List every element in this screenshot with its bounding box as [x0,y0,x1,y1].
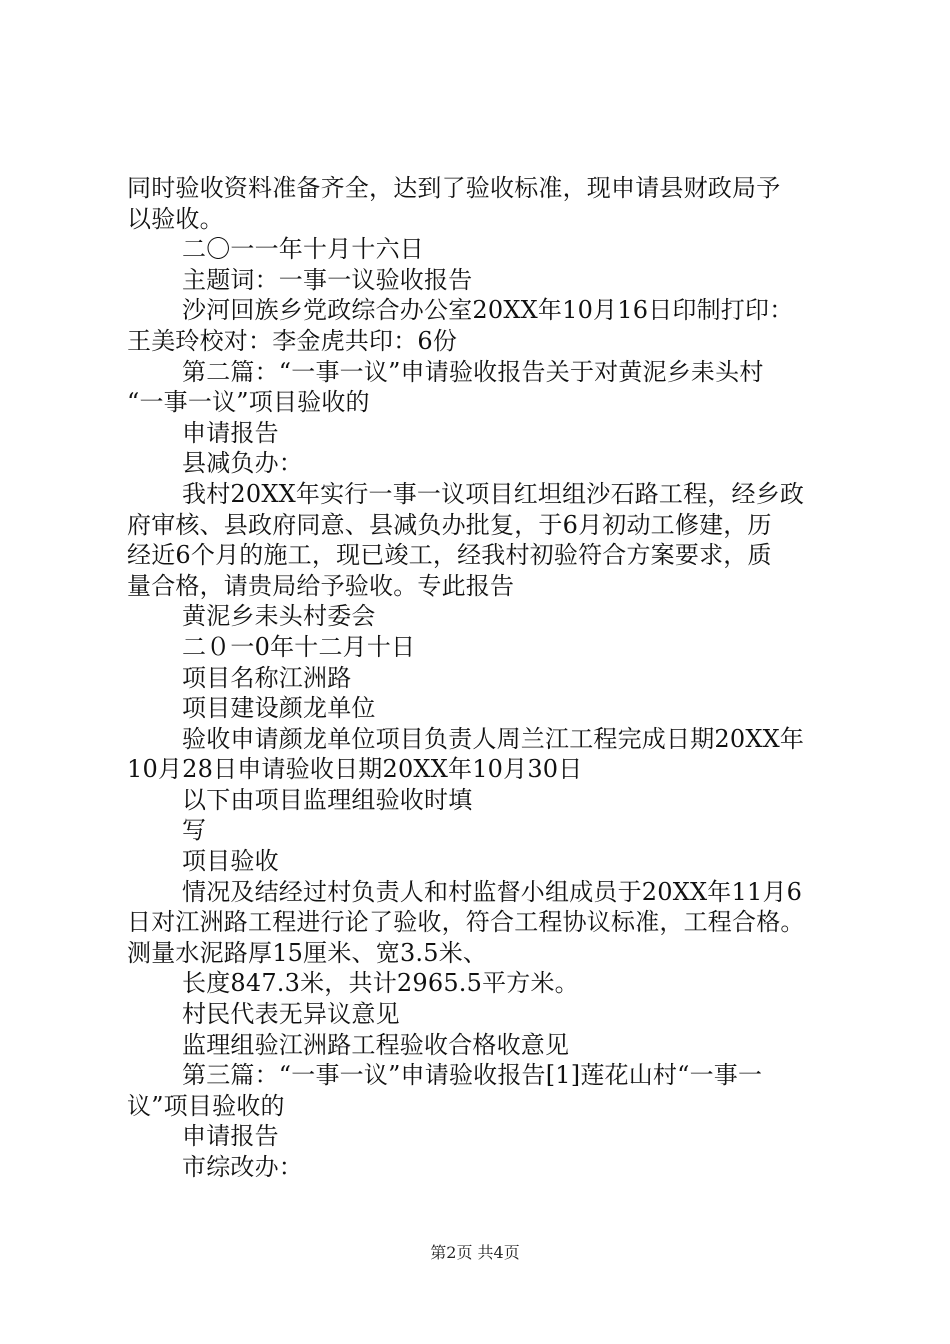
page-number-footer: 第2页 共4页 [430,1243,520,1262]
text-line: 同时验收资料准备齐全，达到了验收标准，现申请县财政局予 [127,174,781,202]
paragraph-line: 长度847.3米，共计2965.5平方米。 [182,969,579,998]
application-line: 验收申请颜龙单位项目负责人周兰江工程完成日期20XX年 [182,724,805,753]
section-heading: 第二篇：“一事一议”申请验收报告关于对黄泥乡耒头村 [182,357,764,386]
project-name: 项目名称江洲路 [182,663,352,692]
addressee: 市综改办： [182,1153,303,1181]
keywords-line: 主题词：一事一议验收报告 [182,265,473,294]
application-line: 10月28日申请验收日期20XX年10月30日 [127,755,583,784]
section-heading: 第三篇：“一事一议”申请验收报告[1]莲花山村“一事一 [182,1061,763,1090]
date-line: 二〇一一年十月十六日 [182,235,424,264]
note-line: 写 [182,816,207,845]
document-body [127,173,839,1183]
section-heading: 议”项目验收的 [127,1091,285,1120]
paragraph-line: 量合格，请贵局给予验收。专此报告 [127,571,515,600]
date-line: 二０一0年十二月十日 [182,632,416,661]
opinion-line: 监理组验江洲路工程验收合格收意见 [182,1030,570,1059]
project-unit: 项目建设颜龙单位 [182,694,376,723]
paragraph-line: 日对江洲路工程进行论了验收，符合工程协议标准，工程合格。 [127,908,805,937]
paragraph-line: 经近6个月的施工，现已竣工，经我村初验符合方案要求，质 [127,541,772,570]
note-line: 以下由项目监理组验收时填 [182,785,473,814]
report-title: 申请报告 [182,1122,279,1151]
text-line: 以验收。 [127,204,224,233]
paragraph-line: 我村20XX年实行一事一议项目红坦组沙石路工程，经乡政 [182,479,805,508]
addressee: 县减负办： [182,449,303,478]
paragraph-line: 测量水泥路厚15厘米、宽3.5米、 [127,938,488,967]
print-info-line: 王美玲校对：李金虎共印：6份 [127,326,458,355]
print-info-line: 沙河回族乡党政综合办公室20XX年10月16日印制打印： [182,296,794,325]
acceptance-heading: 项目验收 [182,847,279,876]
section-heading: “一事一议”项目验收的 [127,388,370,417]
paragraph-line: 府审核、县政府同意、县减负办批复，于6月初动工修建，历 [127,510,772,539]
signature-line: 黄泥乡耒头村委会 [182,602,376,631]
paragraph-line: 情况及结经过村负责人和村监督小组成员于20XX年11月6 [182,877,803,906]
report-title: 申请报告 [182,418,279,447]
opinion-line: 村民代表无异议意见 [182,1000,400,1029]
